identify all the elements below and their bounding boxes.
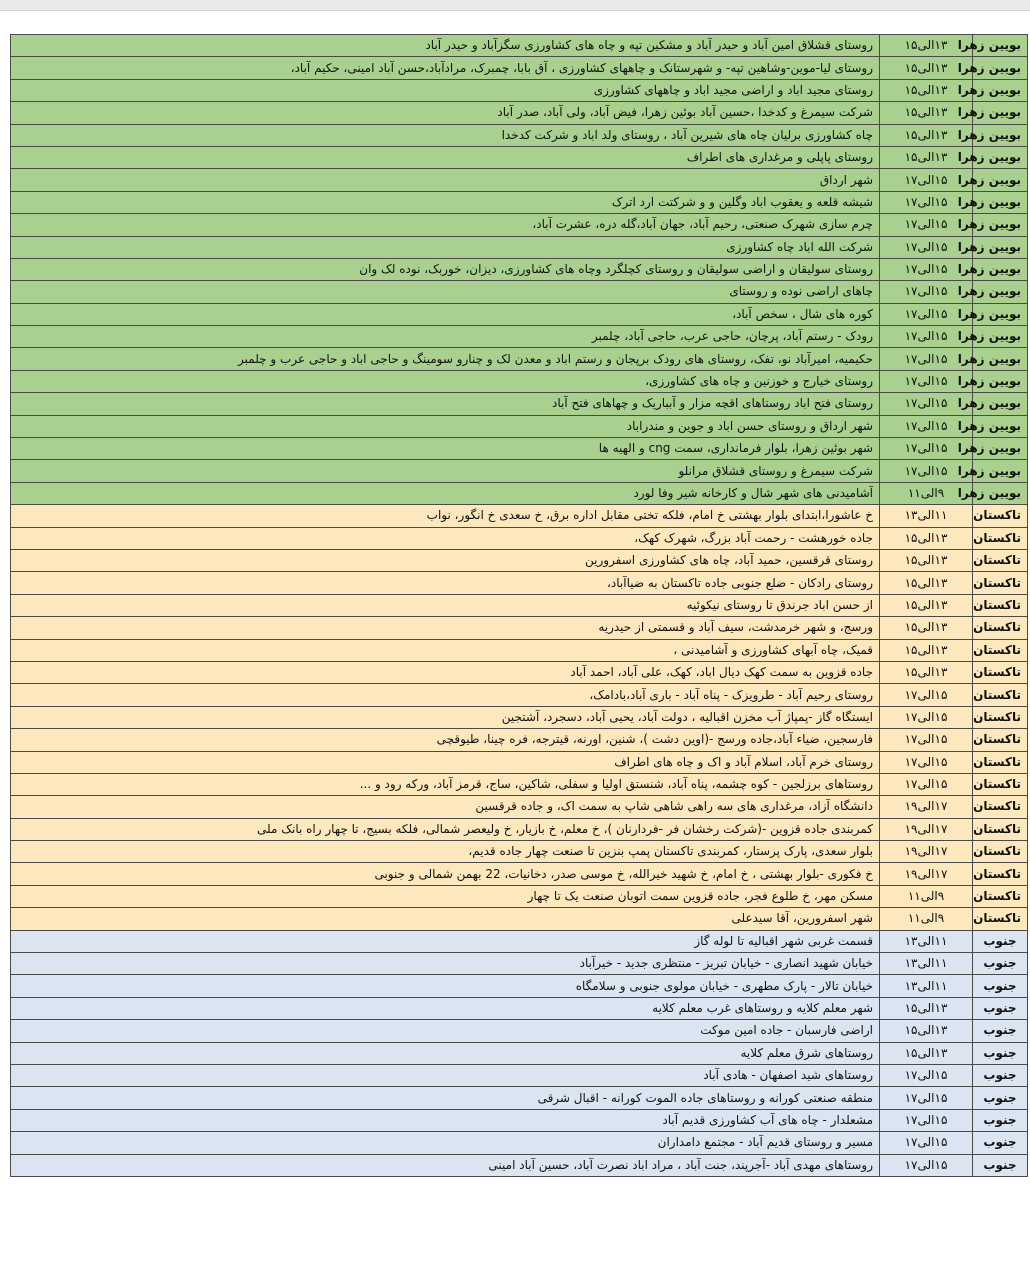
time-cell: ۱۵الی۱۷: [880, 415, 973, 437]
area-cell: شهر معلم کلایه و روستاهای غرب معلم کلایه: [11, 997, 880, 1019]
time-cell: ۱۷الی۱۹: [880, 863, 973, 885]
area-cell: روستای پاپلی و مرغداری های اطراف: [11, 146, 880, 168]
area-cell: روستای مجید اباد و اراضی مجید اباد و چاههای کشاورزی: [11, 79, 880, 101]
area-cell: از حسن اباد جرندق تا روستای نیکوئیه: [11, 594, 880, 616]
region-cell: جنوب: [973, 1109, 1028, 1131]
table-row: [11, 1087, 1028, 1109]
region-cell: تاکستان: [973, 841, 1028, 863]
area-cell: خ عاشورا،ابتدای بلوار بهشتی خ امام، فلکه تختی مقابل اداره برق، خ سعدی خ انگور، نواب: [11, 505, 880, 527]
time-cell: ۱۵الی۱۷: [880, 214, 973, 236]
time-cell: ۱۱الی۱۳: [880, 930, 973, 952]
area-cell: بلوار سعدی، پارک پرستار، کمربندی تاکستان پمپ بنزین تا صنعت چهار جاده قدیم،: [11, 841, 880, 863]
table-body: [11, 35, 1028, 1177]
time-cell: ۱۵الی۱۷: [880, 706, 973, 728]
region-cell: بویین زهرا: [973, 191, 1028, 213]
table-row: [11, 818, 1028, 840]
table-row: [11, 572, 1028, 594]
time-cell: ۱۳الی۱۵: [880, 1020, 973, 1042]
area-cell: روستاهای مهدی آباد -آجرپند، جنت آباد ، مراد اباد نصرت آباد، حسین آباد امینی: [11, 1154, 880, 1176]
time-cell: ۱۳الی۱۵: [880, 57, 973, 79]
table-row: [11, 751, 1028, 773]
area-cell: روستای قرقسین، حمید آباد، چاه های کشاورزی اسفرورین: [11, 549, 880, 571]
area-cell: روستاهای شرق معلم کلایه: [11, 1042, 880, 1064]
region-cell: تاکستان: [973, 684, 1028, 706]
area-cell: ورسج، و شهر خرمدشت، سیف آباد و قسمتی از حیدریه: [11, 617, 880, 639]
area-cell: شهر بوئین زهرا، بلوار فرمانداری، سمت cng و الهیه ها: [11, 438, 880, 460]
area-cell: روستای رادکان - ضلع جنوبی جاده تاکستان به ضیاآباد،: [11, 572, 880, 594]
area-cell: فارسجین، ضیاء آباد،جاده ورسج -(اوین دشت )، شنین، اورنه، قیترجه، فره چینا، طیوقچی: [11, 729, 880, 751]
area-cell: روستای لیا-موین-وشاهین تپه- و شهرستانک و چاههای کشاورزی ، آق بابا، چمبرک، مرادآباد،حسن آباد امینی، حکیم آباد،: [11, 57, 880, 79]
region-cell: تاکستان: [973, 639, 1028, 661]
table-row: [11, 191, 1028, 213]
table-row: [11, 953, 1028, 975]
time-cell: ۱۵الی۱۷: [880, 1087, 973, 1109]
time-cell: ۹الی۱۱: [880, 908, 973, 930]
region-cell: تاکستان: [973, 549, 1028, 571]
time-cell: ۱۳الی۱۵: [880, 527, 973, 549]
area-cell: چاهای اراضی نوده و روستای: [11, 281, 880, 303]
area-cell: منطقه صنعتی کورانه و روستاهای جاده الموت کورانه - اقبال شرقی: [11, 1087, 880, 1109]
region-cell: بویین زهرا: [973, 415, 1028, 437]
time-cell: ۱۵الی۱۷: [880, 326, 973, 348]
table-row: [11, 684, 1028, 706]
table-row: [11, 997, 1028, 1019]
time-cell: ۱۵الی۱۷: [880, 191, 973, 213]
time-cell: ۹الی۱۱: [880, 885, 973, 907]
table-row: [11, 661, 1028, 683]
time-cell: ۱۳الی۱۵: [880, 997, 973, 1019]
region-cell: بویین زهرا: [973, 482, 1028, 504]
region-cell: تاکستان: [973, 885, 1028, 907]
area-cell: کوره های شال ، سخص آباد،: [11, 303, 880, 325]
table-row: [11, 549, 1028, 571]
area-cell: روستای خرم آباد، اسلام آباد و اک و چاه های اطراف: [11, 751, 880, 773]
table-row: [11, 281, 1028, 303]
region-cell: تاکستان: [973, 594, 1028, 616]
table-row: [11, 415, 1028, 437]
table-row: [11, 908, 1028, 930]
time-cell: ۱۵الی۱۷: [880, 460, 973, 482]
table-row: [11, 796, 1028, 818]
area-cell: شرکت سیمرغ و روستای قشلاق مرانلو: [11, 460, 880, 482]
time-cell: ۱۳الی۱۵: [880, 594, 973, 616]
area-cell: مسیر و روستای قدیم آباد - مجتمع دامداران: [11, 1132, 880, 1154]
area-cell: کمربندی جاده قزوین -(شرکت رخشان فر -فردارنان )، خ معلم، خ بازیار، خ ولیعصر شمالی، فلکه بسیج، تا چهار راه بانک ملی: [11, 818, 880, 840]
region-cell: بویین زهرا: [973, 146, 1028, 168]
region-cell: بویین زهرا: [973, 214, 1028, 236]
time-cell: ۱۵الی۱۷: [880, 1154, 973, 1176]
area-cell: چرم سازی شهرک صنعتی، رحیم آباد، جهان آباد،گله دره، عشرت آباد،: [11, 214, 880, 236]
area-cell: قسمت غربی شهر اقبالیه تا لوله گاز: [11, 930, 880, 952]
table-row: [11, 169, 1028, 191]
time-cell: ۱۵الی۱۷: [880, 1132, 973, 1154]
region-cell: جنوب: [973, 1154, 1028, 1176]
outage-schedule-table: [10, 34, 1028, 1177]
time-cell: ۱۱الی۱۳: [880, 975, 973, 997]
table-row: [11, 124, 1028, 146]
table-row: [11, 639, 1028, 661]
time-cell: ۱۳الی۱۵: [880, 1042, 973, 1064]
time-cell: ۱۵الی۱۷: [880, 236, 973, 258]
area-cell: شرکت سیمرغ و کدخدا ،حسین آباد بوئین زهرا، فیض آباد، ولی آباد، صدر آباد: [11, 102, 880, 124]
area-cell: روستاهای برزلجین - کوه چشمه، پناه آباد، شنستق اولیا و سفلی، شاکین، ساج، قرمز آباد، ورکه رود و ...: [11, 773, 880, 795]
table-row: [11, 1109, 1028, 1131]
region-cell: تاکستان: [973, 661, 1028, 683]
area-cell: جاده قزوین به سمت کهک دیال اباد، کهک، علی آباد، احمد آباد: [11, 661, 880, 683]
region-cell: بویین زهرا: [973, 124, 1028, 146]
region-cell: بویین زهرا: [973, 169, 1028, 191]
area-cell: مسکن مهر، خ طلوع فجر، جاده قزوین سمت اتوبان صنعت یک تا چهار: [11, 885, 880, 907]
table-row: [11, 1042, 1028, 1064]
table-row: [11, 214, 1028, 236]
time-cell: ۱۳الی۱۵: [880, 617, 973, 639]
region-cell: بویین زهرا: [973, 303, 1028, 325]
area-cell: قمیک، چاه آبهای کشاورزی و آشامیدنی ،: [11, 639, 880, 661]
table-row: [11, 57, 1028, 79]
area-cell: رودک - رستم آباد، پرچان، حاجی عرب، حاجی آباد، چلمبر: [11, 326, 880, 348]
area-cell: مشعلدار - چاه های آب کشاورزی قدیم آباد: [11, 1109, 880, 1131]
table-row: [11, 79, 1028, 101]
table-row: [11, 885, 1028, 907]
time-cell: ۱۱الی۱۳: [880, 505, 973, 527]
time-cell: ۱۵الی۱۷: [880, 773, 973, 795]
region-cell: تاکستان: [973, 863, 1028, 885]
region-cell: جنوب: [973, 1132, 1028, 1154]
time-cell: ۱۳الی۱۵: [880, 639, 973, 661]
time-cell: ۱۳الی۱۵: [880, 549, 973, 571]
region-cell: جنوب: [973, 930, 1028, 952]
table-row: [11, 348, 1028, 370]
time-cell: ۱۷الی۱۹: [880, 818, 973, 840]
region-cell: بویین زهرا: [973, 79, 1028, 101]
region-cell: تاکستان: [973, 706, 1028, 728]
table-row: [11, 393, 1028, 415]
time-cell: ۱۵الی۱۷: [880, 684, 973, 706]
region-cell: تاکستان: [973, 729, 1028, 751]
region-cell: جنوب: [973, 975, 1028, 997]
table-row: [11, 258, 1028, 280]
time-cell: ۱۵الی۱۷: [880, 303, 973, 325]
time-cell: ۱۵الی۱۷: [880, 258, 973, 280]
time-cell: ۱۵الی۱۷: [880, 1109, 973, 1131]
outage-schedule-sheet: [10, 34, 1028, 1177]
area-cell: روستای سولیقان و اراضی سولیقان و روستای کچلگرد وچاه های کشاورزی، دیزان، خوربک، نوده لک وان: [11, 258, 880, 280]
region-cell: بویین زهرا: [973, 35, 1028, 57]
table-row: [11, 527, 1028, 549]
table-row: [11, 35, 1028, 57]
region-cell: بویین زهرا: [973, 236, 1028, 258]
time-cell: ۱۳الی۱۵: [880, 146, 973, 168]
region-cell: بویین زهرا: [973, 102, 1028, 124]
table-row: [11, 930, 1028, 952]
time-cell: ۱۳الی۱۵: [880, 572, 973, 594]
region-cell: بویین زهرا: [973, 281, 1028, 303]
table-row: [11, 482, 1028, 504]
area-cell: خیابان شهید انصاری - خیابان تبریز - منتظری جدید - خیرآباد: [11, 953, 880, 975]
table-row: [11, 236, 1028, 258]
region-cell: بویین زهرا: [973, 460, 1028, 482]
time-cell: ۱۳الی۱۵: [880, 35, 973, 57]
region-cell: تاکستان: [973, 818, 1028, 840]
area-cell: شهر ارداق: [11, 169, 880, 191]
region-cell: تاکستان: [973, 773, 1028, 795]
region-cell: جنوب: [973, 1042, 1028, 1064]
area-cell: شرکت الله اباد چاه کشاورزی: [11, 236, 880, 258]
table-row: [11, 370, 1028, 392]
time-cell: ۱۵الی۱۷: [880, 751, 973, 773]
area-cell: جاده خورهشت - رحمت آباد بزرگ، شهرک کهک،: [11, 527, 880, 549]
area-cell: ایستگاه گاز -پمپاژ آب مخزن اقبالیه ، دولت آباد، یحیی آباد، دسجرد، آشتجین: [11, 706, 880, 728]
area-cell: روستاهای شید اصفهان - هادی آباد: [11, 1064, 880, 1086]
time-cell: ۱۱الی۱۳: [880, 953, 973, 975]
table-row: [11, 146, 1028, 168]
table-row: [11, 326, 1028, 348]
region-cell: تاکستان: [973, 908, 1028, 930]
area-cell: اراضی فارسبان - جاده امین موکت: [11, 1020, 880, 1042]
table-row: [11, 1154, 1028, 1176]
area-cell: خ فکوری -بلوار بهشتی ، خ امام، خ شهید خیرالله، خ موسی صدر، دخانیات، 22 بهمن شمالی و جنوبی: [11, 863, 880, 885]
area-cell: روستای رحیم آباد - طرویزک - پناه آباد - باری آباد،بادامک،: [11, 684, 880, 706]
time-cell: ۱۳الی۱۵: [880, 661, 973, 683]
time-cell: ۱۵الی۱۷: [880, 729, 973, 751]
time-cell: ۱۵الی۱۷: [880, 370, 973, 392]
region-cell: بویین زهرا: [973, 393, 1028, 415]
area-cell: شیشه قلعه و یعقوب اباد وگلین و و شرکتت ارد اترک: [11, 191, 880, 213]
region-cell: تاکستان: [973, 505, 1028, 527]
table-row: [11, 303, 1028, 325]
table-row: [11, 438, 1028, 460]
table-row: [11, 594, 1028, 616]
region-cell: تاکستان: [973, 617, 1028, 639]
table-row: [11, 505, 1028, 527]
region-cell: بویین زهرا: [973, 438, 1028, 460]
time-cell: ۱۳الی۱۵: [880, 79, 973, 101]
time-cell: ۱۵الی۱۷: [880, 348, 973, 370]
time-cell: ۱۷الی۱۹: [880, 796, 973, 818]
table-row: [11, 975, 1028, 997]
time-cell: ۱۵الی۱۷: [880, 169, 973, 191]
area-cell: حکیمیه، امیرآباد نو، تفک، روستای های رودک برپجان و رستم اباد و معدن لک و چنارو سومینگ و حاجی اباد و حاجی عرب و چلمبر: [11, 348, 880, 370]
table-row: [11, 617, 1028, 639]
region-cell: بویین زهرا: [973, 348, 1028, 370]
area-cell: روستای فتح اباد روستاهای اقچه مزار و آبباریک و چهاهای فتح آباد: [11, 393, 880, 415]
table-row: [11, 729, 1028, 751]
time-cell: ۱۳الی۱۵: [880, 102, 973, 124]
table-row: [11, 1132, 1028, 1154]
area-cell: روستای خیارج و خوزنین و چاه های کشاورزی،: [11, 370, 880, 392]
region-cell: جنوب: [973, 997, 1028, 1019]
region-cell: جنوب: [973, 1087, 1028, 1109]
time-cell: ۱۳الی۱۵: [880, 124, 973, 146]
top-status-bar: [0, 0, 1030, 11]
region-cell: بویین زهرا: [973, 326, 1028, 348]
area-cell: چاه کشاورزی برلیان چاه های شیرین آباد ، روستای ولد اباد و شرکت کدخدا: [11, 124, 880, 146]
time-cell: ۱۵الی۱۷: [880, 438, 973, 460]
table-row: [11, 706, 1028, 728]
region-cell: تاکستان: [973, 572, 1028, 594]
time-cell: ۹الی۱۱: [880, 482, 973, 504]
table-row: [11, 102, 1028, 124]
time-cell: ۱۷الی۱۹: [880, 841, 973, 863]
region-cell: جنوب: [973, 953, 1028, 975]
area-cell: روستای قشلاق امین آباد و حیدر آباد و مشکین تپه و چاه های کشاورزی سگزآباد و حیدر آباد: [11, 35, 880, 57]
region-cell: تاکستان: [973, 751, 1028, 773]
region-cell: تاکستان: [973, 527, 1028, 549]
region-cell: بویین زهرا: [973, 258, 1028, 280]
area-cell: دانشگاه آزاد، مرغداری های سه راهی شاهی شاپ به سمت اک، و جاده قرقسین: [11, 796, 880, 818]
table-row: [11, 460, 1028, 482]
time-cell: ۱۵الی۱۷: [880, 393, 973, 415]
table-row: [11, 1020, 1028, 1042]
table-row: [11, 841, 1028, 863]
region-cell: تاکستان: [973, 796, 1028, 818]
region-cell: جنوب: [973, 1064, 1028, 1086]
time-cell: ۱۵الی۱۷: [880, 1064, 973, 1086]
region-cell: بویین زهرا: [973, 370, 1028, 392]
region-cell: جنوب: [973, 1020, 1028, 1042]
region-cell: بویین زهرا: [973, 57, 1028, 79]
table-row: [11, 863, 1028, 885]
area-cell: شهر ارداق و روستای حسن اباد و جوین و مندراباد: [11, 415, 880, 437]
table-row: [11, 1064, 1028, 1086]
table-row: [11, 773, 1028, 795]
time-cell: ۱۵الی۱۷: [880, 281, 973, 303]
area-cell: خیابان تالار - پارک مطهری - خیابان مولوی جنوبی و سلامگاه: [11, 975, 880, 997]
area-cell: آشامیدنی های شهر شال و کارخانه شیر وفا لورد: [11, 482, 880, 504]
area-cell: شهر اسفرورین، آقا سیدعلی: [11, 908, 880, 930]
